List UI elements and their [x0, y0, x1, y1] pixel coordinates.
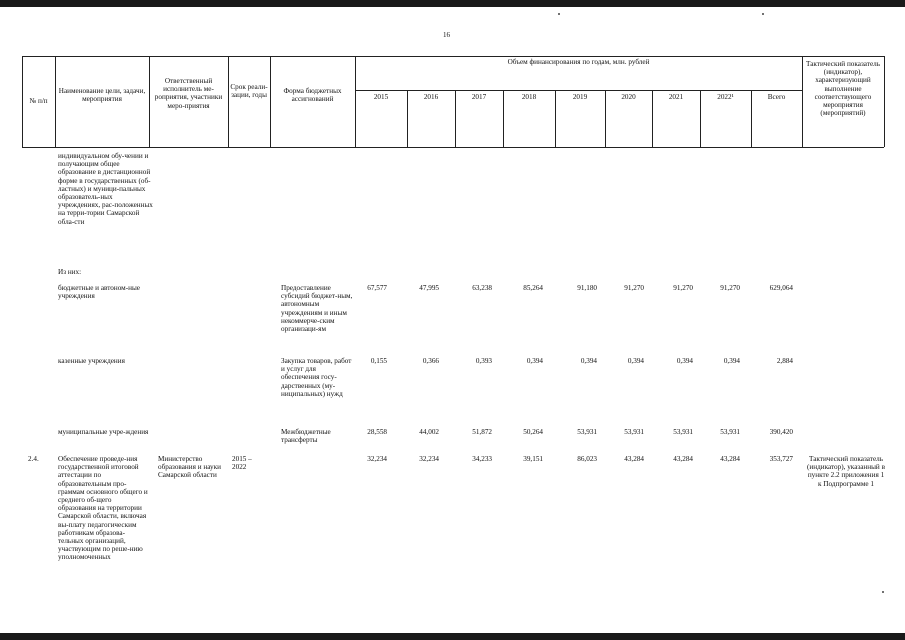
header-num: № п/п — [29, 97, 48, 105]
page-number: 16 — [443, 31, 450, 39]
row-responsible: Министерство образования и науки Самарской области — [158, 455, 221, 480]
row-term: 2015 – 2022 — [232, 455, 252, 472]
scan-speck — [882, 591, 884, 593]
row-value: 32,234 — [367, 455, 387, 463]
row-form: Предоставление субсидий бюджет-ным, автономным учреждениям и иным некоммерче-ским организаци-ям — [281, 284, 353, 334]
header-form: Форма бюджетных ассигнований — [283, 87, 342, 104]
col-line — [55, 56, 56, 147]
row-total: 629,064 — [769, 284, 793, 292]
row-value: 0,155 — [370, 357, 387, 365]
header-total: Всего — [767, 93, 786, 101]
row-name: казенные учреждения — [58, 357, 125, 365]
row-value: 50,264 — [523, 428, 543, 436]
scan-speck — [558, 13, 560, 15]
row-name: муниципальные учре-ждения — [58, 428, 149, 436]
row-value: 43,284 — [624, 455, 644, 463]
header-term: Срок реали-зации, годы — [230, 83, 268, 100]
header-year: 2019 — [572, 93, 588, 101]
row-value: 0,394 — [580, 357, 597, 365]
row-total: 353,727 — [769, 455, 793, 463]
row-total: 2,884 — [776, 357, 793, 365]
header-year: 2016 — [423, 93, 439, 101]
col-line — [355, 56, 356, 147]
row-value: 0,394 — [526, 357, 543, 365]
row-value: 91,270 — [624, 284, 644, 292]
row-value: 39,151 — [523, 455, 543, 463]
row-value: 91,180 — [577, 284, 597, 292]
row-value: 91,270 — [673, 284, 693, 292]
years-header-divider — [355, 90, 802, 91]
col-line — [228, 56, 229, 147]
header-year: 2015 — [373, 93, 389, 101]
header-bottom-border — [22, 147, 884, 148]
table-top-border — [22, 56, 884, 57]
header-name: Наименование цели, задачи, мероприятия — [58, 87, 146, 104]
row-value: 86,023 — [577, 455, 597, 463]
row-value: 0,394 — [676, 357, 693, 365]
row-value: 85,264 — [523, 284, 543, 292]
row-value: 63,238 — [472, 284, 492, 292]
row-value: 53,931 — [720, 428, 740, 436]
row-value: 44,002 — [419, 428, 439, 436]
of-them-label: Из них: — [58, 268, 82, 276]
row-value: 0,366 — [422, 357, 439, 365]
row-form: Закупка товаров, работ и услуг для обеспечения госу-дарственных (му-ниципальных) нужд — [281, 357, 352, 398]
header-funding: Объем финансирования по годам, млн. рублей — [507, 58, 650, 66]
row-value: 43,284 — [673, 455, 693, 463]
row-value: 91,270 — [720, 284, 740, 292]
header-year: 2018 — [521, 93, 537, 101]
row-value: 67,577 — [367, 284, 387, 292]
row-value: 28,558 — [367, 428, 387, 436]
row-value: 53,931 — [673, 428, 693, 436]
continuation-text: индивидуальном обу-чении и получающим общее образование в дистанционной форме в государственных (об-ластных) и муници-пальных образователь-ных учреждениях, рас-положенных на терри-тории Самарской обла-сти — [58, 152, 153, 226]
col-line — [149, 56, 150, 147]
row-value: 51,872 — [472, 428, 492, 436]
row-value: 0,393 — [475, 357, 492, 365]
row-total: 390,420 — [769, 428, 793, 436]
row-form: Межбюджетные трансферты — [281, 428, 331, 445]
row-value: 47,995 — [419, 284, 439, 292]
scan-bottom-border — [0, 633, 905, 640]
row-value: 32,234 — [419, 455, 439, 463]
row-name: Обеспечение проведе-ния государственной итоговой аттестации по образовательным про-граммам основного общего и среднего об-щего образования на территории Самарской области, включая вы-плату педагогическим работникам образова-тельных организаций, участвующим по реше-нию уполномоченных — [58, 455, 148, 562]
col-line — [802, 56, 803, 147]
scan-speck — [762, 13, 764, 15]
header-year: 2020 — [621, 93, 636, 101]
row-value: 43,284 — [720, 455, 740, 463]
col-line — [884, 56, 885, 147]
row-value: 0,394 — [723, 357, 740, 365]
row-name: бюджетные и автоном-ные учреждения — [58, 284, 140, 301]
header-responsible: Ответственный исполнитель ме-роприятия, участники меро-приятия — [154, 77, 223, 110]
row-number: 2.4. — [28, 455, 39, 463]
header-year: 2021 — [668, 93, 684, 101]
scan-top-border — [0, 0, 905, 7]
row-value: 53,931 — [577, 428, 597, 436]
header-year: 2017 — [471, 93, 487, 101]
col-line — [270, 56, 271, 147]
header-indicator: Тактический показатель (индикатор), характеризующий выполнение соответствующего мероприятия (мероприятий) — [806, 60, 880, 118]
header-year: 2022¹ — [717, 93, 734, 101]
row-value: 0,394 — [627, 357, 644, 365]
row-value: 34,233 — [472, 455, 492, 463]
row-value: 53,931 — [624, 428, 644, 436]
row-indicator: Тактический показатель (индикатор), указанный в пункте 2.2 приложения 1 к Подпрограмме 1 — [807, 455, 885, 488]
